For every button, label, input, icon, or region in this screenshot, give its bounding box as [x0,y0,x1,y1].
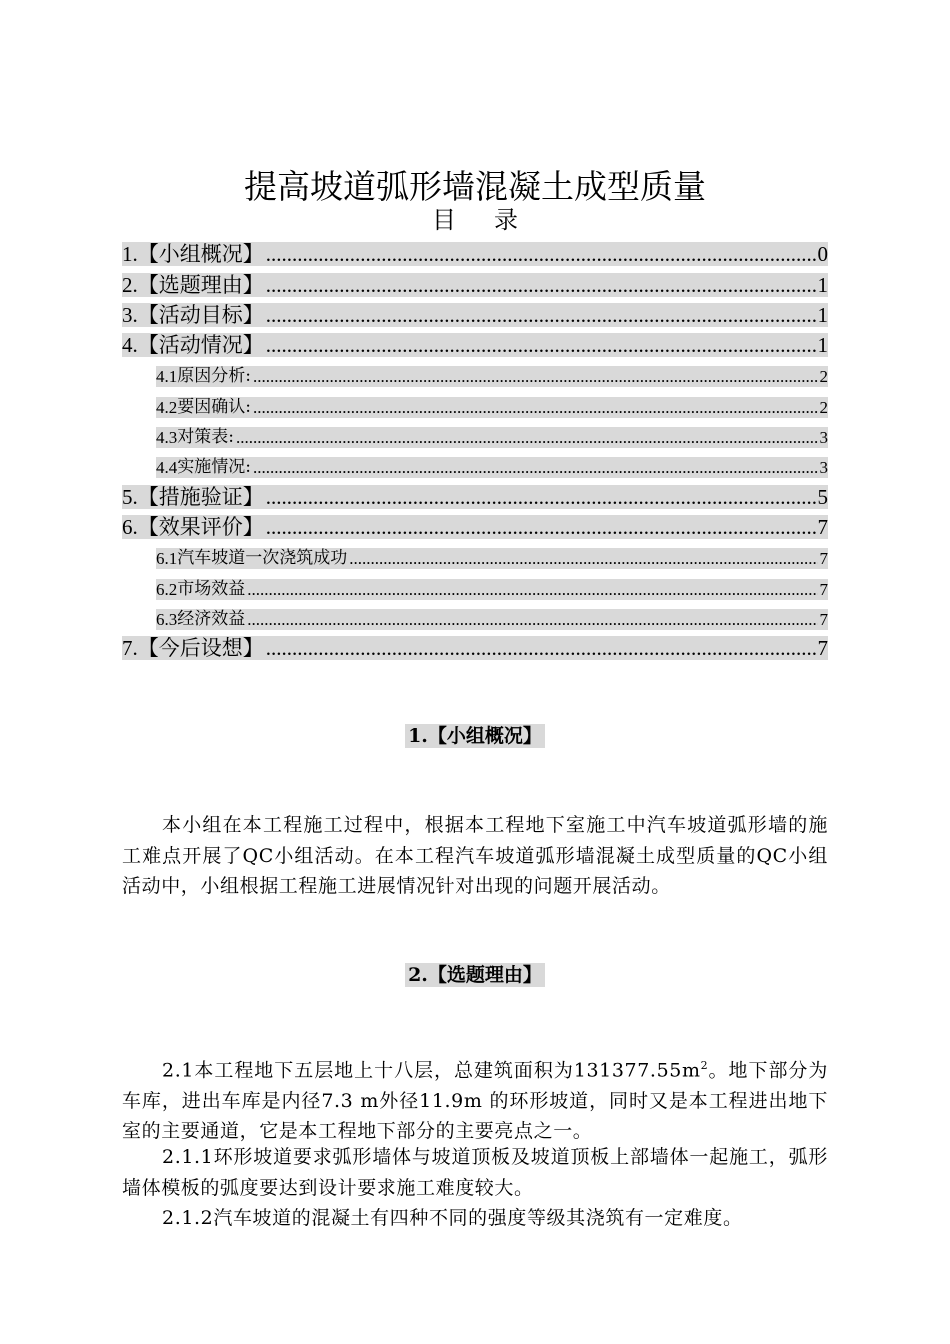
toc-entry-label: 【选题理由】 [137,272,264,297]
section-heading-topic-reason [0,960,950,987]
toc-subentry[interactable] [122,357,828,387]
toc-entry-label: 【活动目标】 [137,302,264,327]
toc-entry-label: 要因确认: [177,396,251,417]
toc-entry[interactable] [122,266,828,296]
toc-dot-leader [266,636,816,660]
toc-dot-leader [266,333,816,357]
section-heading-text: 2.【选题理由】 [405,963,545,987]
toc-entry-label: 【效果评价】 [137,514,264,539]
toc-dot-leader [266,273,816,297]
section-heading-group-overview [0,721,950,748]
toc-entry-label: 【措施验证】 [137,484,264,509]
toc-subentry[interactable] [122,539,828,569]
toc-entry-page: 7 [817,636,828,661]
toc-entry-page: 7 [819,579,828,599]
toc-entry[interactable] [122,630,828,660]
toc-entry-page: 5 [817,484,828,509]
toc-entry-number: 6. [122,514,138,539]
paragraph-concrete-grades: 2.1.2汽车坡道的混凝土有四种不同的强度等级其浇筑有一定难度。 [162,1207,743,1229]
toc-entry-label: 原因分析: [177,366,251,387]
toc-subentry[interactable] [122,448,828,478]
toc-entry[interactable] [122,509,828,539]
toc-entry-label: 【活动情况】 [137,333,264,358]
toc-entry-label: 经济效益 [177,608,246,629]
toc-entry-number: 5. [122,484,138,509]
toc-entry-page: 7 [819,609,828,629]
toc-dot-leader [266,242,816,266]
section-heading-text: 1.【小组概况】 [405,724,545,748]
toc-entry-number: 4.3 [156,428,178,448]
toc-subentry[interactable] [122,387,828,417]
toc-entry-label: 实施情况: [177,457,251,478]
toc-dot-leader [266,515,816,539]
toc-entry-label: 汽车坡道一次浇筑成功 [177,548,348,569]
toc-entry-page: 0 [817,242,828,267]
toc-dot-leader [253,366,818,387]
toc-dot-leader [266,303,816,327]
toc-dot-leader [236,427,818,448]
document-title: 提高坡道弧形墙混凝土成型质量 [244,167,706,206]
toc-entry-number: 6.2 [156,579,178,599]
toc-subentry[interactable] [122,600,828,630]
toc-entry-page: 1 [817,333,828,358]
toc-entry-page: 7 [819,549,828,569]
toc-dot-leader [247,579,817,600]
toc-entry-number: 3. [122,302,138,327]
toc-entry-page: 2 [819,367,828,387]
toc-entry-number: 6.1 [156,549,178,569]
toc-entry-page: 3 [819,428,828,448]
superscript: 2 [700,1059,709,1072]
toc-entry-number: 2. [122,272,138,297]
toc-entry-page: 7 [817,514,828,539]
toc-entry-number: 4.1 [156,367,178,387]
toc-entry-page: 3 [819,458,828,478]
toc-entry[interactable] [122,327,828,357]
paragraph-text: 2.1本工程地下五层地上十八层，总建筑面积为131377.55m [162,1059,701,1082]
paragraph-group-overview: 本小组在本工程施工过程中，根据本工程地下室施工中汽车坡道弧形墙的施工难点开展了QC小组活动。在本工程汽车坡道弧形墙混凝土成型质量的QC小组活动中，小组根据工程施工进展情况针对出现的问题开展活动。 [122,814,828,897]
toc-entry[interactable] [122,236,828,266]
toc-entry-label: 【今后设想】 [137,636,264,661]
toc-entry-number: 4.2 [156,397,178,417]
toc-entry-number: 4. [122,333,138,358]
toc-subentry[interactable] [122,418,828,448]
toc-entry-label: 【小组概况】 [137,242,264,267]
toc-dot-leader [266,485,816,509]
paragraph-project-overview [122,1051,828,1147]
toc-entry-number: 4.4 [156,458,178,478]
toc-entry-page: 1 [817,272,828,297]
toc-dot-leader [253,457,818,478]
toc-dot-leader [253,397,818,418]
paragraph-arc-wall: 2.1.1环形坡道要求弧形墙体与坡道顶板及坡道顶板上部墙体一起施工，弧形墙体模板的弧度要达到设计要求施工难度较大。 [122,1146,828,1199]
toc-entry-page: 1 [817,302,828,327]
toc-entry-number: 7. [122,636,138,661]
toc-dot-leader [247,609,817,630]
toc-heading: 目录 [432,206,556,234]
toc-entry-number: 1. [122,242,138,267]
toc-entry-page: 2 [819,397,828,417]
toc-entry-label: 对策表: [177,427,234,448]
toc-entry[interactable] [122,297,828,327]
toc-entry-number: 6.3 [156,609,178,629]
toc-entry-label: 市场效益 [177,578,246,599]
table-of-contents [122,236,828,660]
toc-dot-leader [349,548,817,569]
toc-subentry[interactable] [122,569,828,599]
paragraph-text: 。地下部分为车库，进出车库是内径7.3 m外径11.9m 的环形坡道，同时又是本工程进出地下室的主要通道，它是本工程地下部分的主要亮点之一。 [122,1059,828,1143]
toc-entry[interactable] [122,478,828,508]
